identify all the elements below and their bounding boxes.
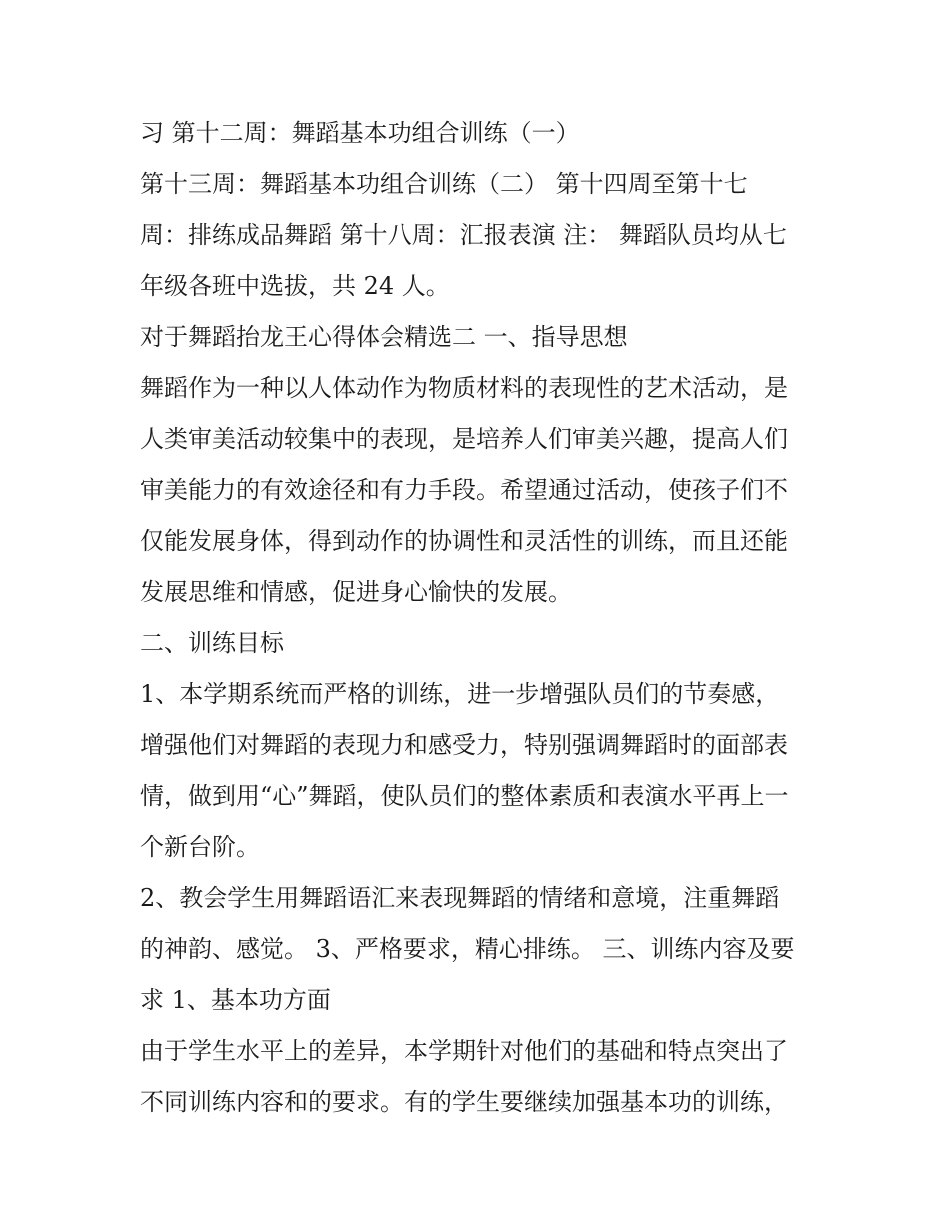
text-line-14: 情，做到用“心”舞蹈，使队员们的整体素质和表演水平再上一 [140, 782, 789, 810]
text-line-17: 的神韵、感觉。 3、严格要求，精心排练。 三、训练内容及要 [140, 935, 795, 963]
text-line-5: 对于舞蹈抬龙王心得体会精选二 一、指导思想 [140, 323, 628, 351]
text-line-18: 求 1、基本功方面 [140, 986, 331, 1014]
text-line-2: 第十三周：舞蹈基本功组合训练（二） 第十四周至第十七 [140, 170, 748, 198]
text-line-12: 1、本学期系统而严格的训练，进一步增强队员们的节奏感， [140, 680, 780, 708]
text-line-8: 审美能力的有效途径和有力手段。希望通过活动，使孩子们不 [140, 476, 788, 504]
text-line-6: 舞蹈作为一种以人体动作为物质材料的表现性的艺术活动，是 [140, 374, 788, 402]
text-line-9: 仅能发展身体，得到动作的协调性和灵活性的训练，而且还能 [140, 527, 788, 555]
text-line-7: 人类审美活动较集中的表现，是培养人们审美兴趣，提高人们 [140, 425, 788, 453]
text-line-19: 由于学生水平上的差异，本学期针对他们的基础和特点突出了 [140, 1037, 788, 1065]
text-line-10: 发展思维和情感，促进身心愉快的发展。 [140, 578, 572, 606]
text-line-16: 2、教会学生用舞蹈语汇来表现舞蹈的情绪和意境，注重舞蹈 [140, 884, 780, 912]
text-line-4: 年级各班中选拔，共 24 人。 [140, 272, 450, 300]
text-line-1: 习 第十二周：舞蹈基本功组合训练（一） [140, 119, 580, 147]
text-line-11: 二、训练目标 [140, 629, 284, 657]
text-line-13: 增强他们对舞蹈的表现力和感受力，特别强调舞蹈时的面部表 [140, 731, 788, 759]
text-line-3: 周：排练成品舞蹈 第十八周：汇报表演 注： 舞蹈队员均从七 [140, 221, 787, 249]
document-body [140, 108, 820, 1128]
text-line-20: 不同训练内容和的要求。有的学生要继续加强基本功的训练， [140, 1088, 788, 1116]
text-line-15: 个新台阶。 [140, 833, 260, 861]
